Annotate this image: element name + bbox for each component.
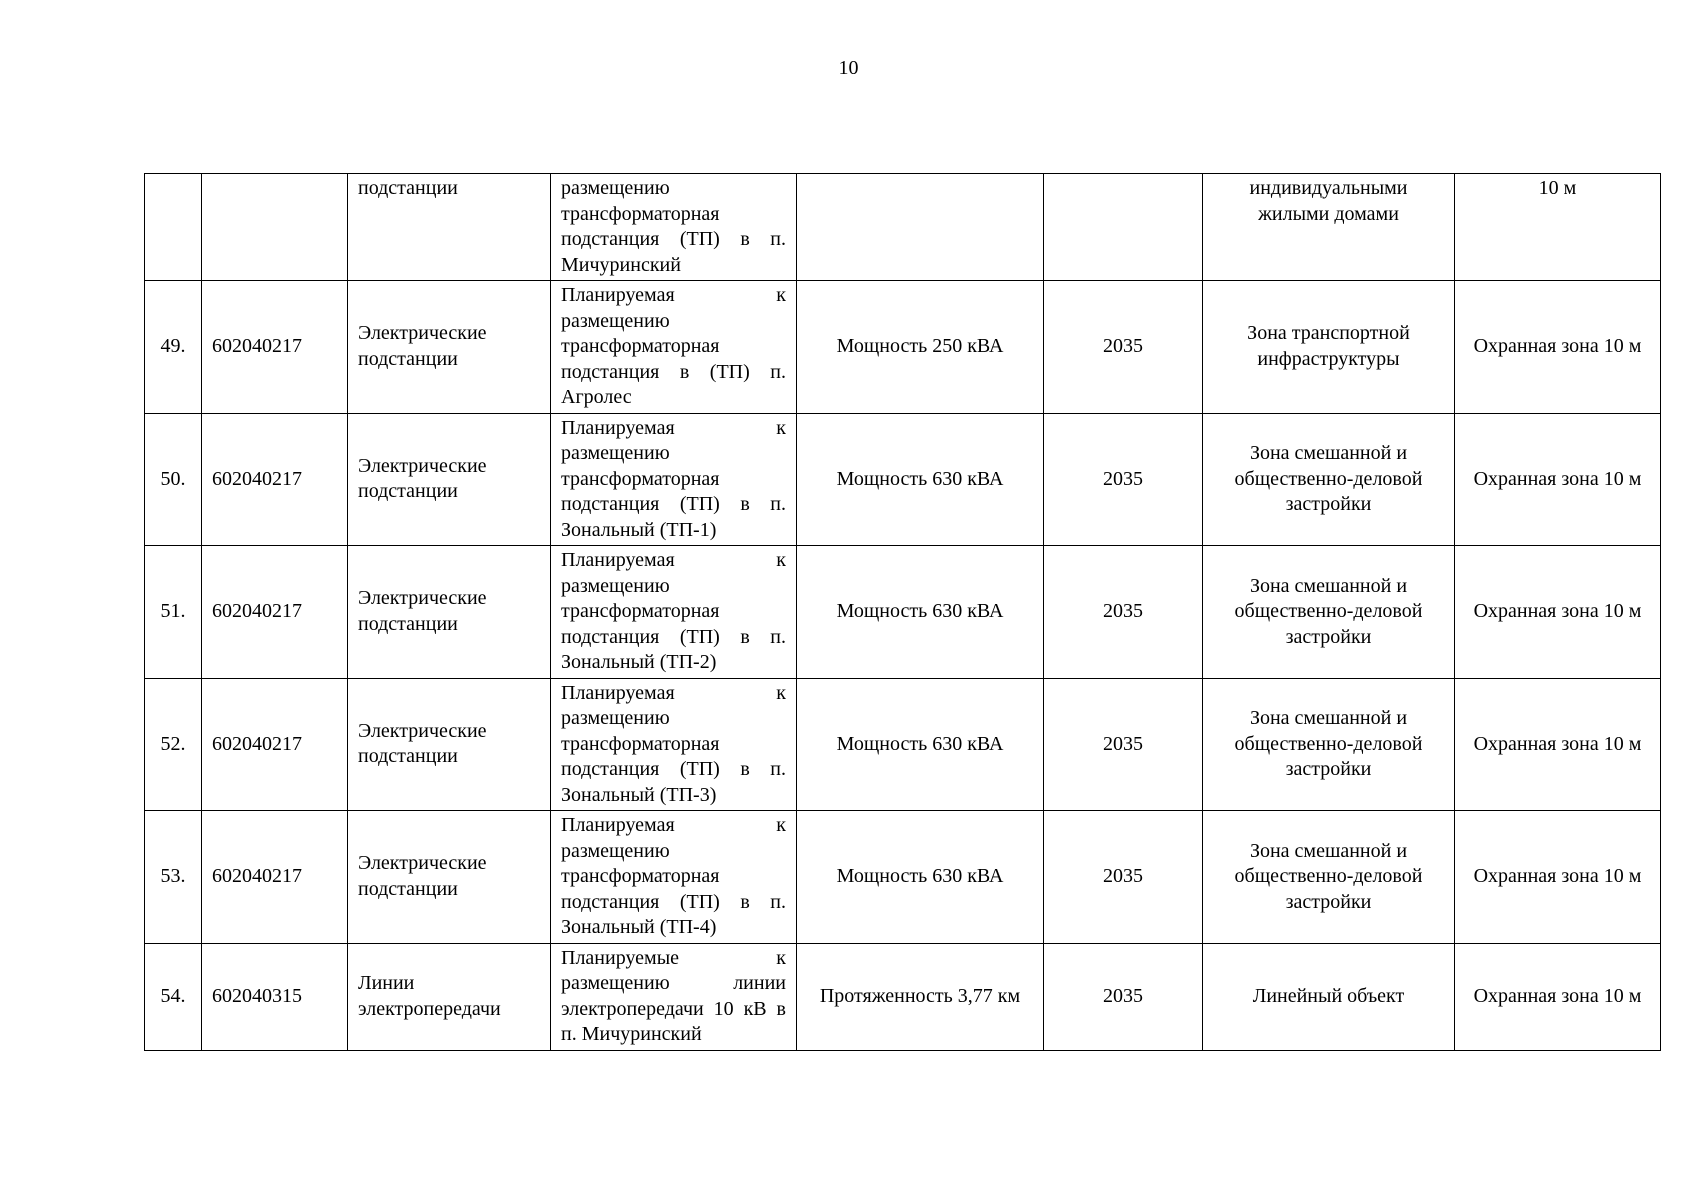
object-code-cell: 602040217 — [202, 546, 348, 679]
protection-zone-cell: Охранная зона 10 м — [1455, 678, 1661, 811]
object-code-cell: 602040217 — [202, 678, 348, 811]
functional-zone-cell: индивидуальными жилыми домами — [1203, 174, 1455, 281]
table-row — [145, 678, 1661, 811]
functional-zone-cell: Зона смешанной и общественно-деловой застройки — [1203, 413, 1455, 546]
table-row — [145, 281, 1661, 414]
implementation-year-cell: 2035 — [1044, 811, 1203, 944]
row-number-cell: 50. — [145, 413, 202, 546]
object-type-cell: Электрические подстанции — [348, 811, 551, 944]
table-row — [145, 546, 1661, 679]
object-description-cell: Планируемая к размещению трансформаторная подстанция (ТП) в п. Зональный (ТП-2) — [551, 546, 797, 679]
table-row — [145, 811, 1661, 944]
table-row — [145, 174, 1661, 281]
implementation-year-cell: 2035 — [1044, 546, 1203, 679]
functional-zone-cell: Линейный объект — [1203, 943, 1455, 1050]
functional-zone-cell: Зона смешанной и общественно-деловой застройки — [1203, 546, 1455, 679]
object-type-cell: Электрические подстанции — [348, 678, 551, 811]
protection-zone-cell: Охранная зона 10 м — [1455, 811, 1661, 944]
protection-zone-cell: Охранная зона 10 м — [1455, 546, 1661, 679]
object-type-cell: подстанции — [348, 174, 551, 281]
object-characteristic-cell: Мощность 630 кВА — [797, 811, 1044, 944]
object-description-cell: Планируемая к размещению трансформаторная подстанция (ТП) в п. Зональный (ТП-1) — [551, 413, 797, 546]
object-code-cell: 602040217 — [202, 413, 348, 546]
object-characteristic-cell: Протяженность 3,77 км — [797, 943, 1044, 1050]
object-description-cell: размещению трансформаторная подстанция (ТП) в п. Мичуринский — [551, 174, 797, 281]
row-number-cell — [145, 174, 202, 281]
table-row — [145, 413, 1661, 546]
object-type-cell: Линии электропередачи — [348, 943, 551, 1050]
protection-zone-cell: 10 м — [1455, 174, 1661, 281]
functional-zone-cell: Зона транспортной инфраструктуры — [1203, 281, 1455, 414]
protection-zone-cell: Охранная зона 10 м — [1455, 943, 1661, 1050]
object-description-cell: Планируемые к размещению линии электропередачи 10 кВ в п. Мичуринский — [551, 943, 797, 1050]
object-characteristic-cell — [797, 174, 1044, 281]
object-description-cell: Планируемая к размещению трансформаторная подстанция (ТП) в п. Зональный (ТП-3) — [551, 678, 797, 811]
row-number-cell: 54. — [145, 943, 202, 1050]
row-number-cell: 51. — [145, 546, 202, 679]
object-characteristic-cell: Мощность 630 кВА — [797, 413, 1044, 546]
row-number-cell: 49. — [145, 281, 202, 414]
object-description-cell: Планируемая к размещению трансформаторная подстанция в (ТП) п. Агролес — [551, 281, 797, 414]
object-type-cell: Электрические подстанции — [348, 281, 551, 414]
object-code-cell: 602040315 — [202, 943, 348, 1050]
implementation-year-cell: 2035 — [1044, 281, 1203, 414]
planned-objects-table — [144, 173, 1661, 1051]
object-description-cell: Планируемая к размещению трансформаторная подстанция (ТП) в п. Зональный (ТП-4) — [551, 811, 797, 944]
object-characteristic-cell: Мощность 250 кВА — [797, 281, 1044, 414]
object-code-cell: 602040217 — [202, 281, 348, 414]
row-number-cell: 53. — [145, 811, 202, 944]
object-characteristic-cell: Мощность 630 кВА — [797, 678, 1044, 811]
object-type-cell: Электрические подстанции — [348, 413, 551, 546]
implementation-year-cell — [1044, 174, 1203, 281]
object-type-cell: Электрические подстанции — [348, 546, 551, 679]
object-characteristic-cell: Мощность 630 кВА — [797, 546, 1044, 679]
row-number-cell: 52. — [145, 678, 202, 811]
object-code-cell — [202, 174, 348, 281]
implementation-year-cell: 2035 — [1044, 678, 1203, 811]
implementation-year-cell: 2035 — [1044, 413, 1203, 546]
page-number: 10 — [838, 57, 859, 79]
functional-zone-cell: Зона смешанной и общественно-деловой застройки — [1203, 811, 1455, 944]
protection-zone-cell: Охранная зона 10 м — [1455, 281, 1661, 414]
functional-zone-cell: Зона смешанной и общественно-деловой застройки — [1203, 678, 1455, 811]
table-row — [145, 943, 1661, 1050]
protection-zone-cell: Охранная зона 10 м — [1455, 413, 1661, 546]
object-code-cell: 602040217 — [202, 811, 348, 944]
implementation-year-cell: 2035 — [1044, 943, 1203, 1050]
